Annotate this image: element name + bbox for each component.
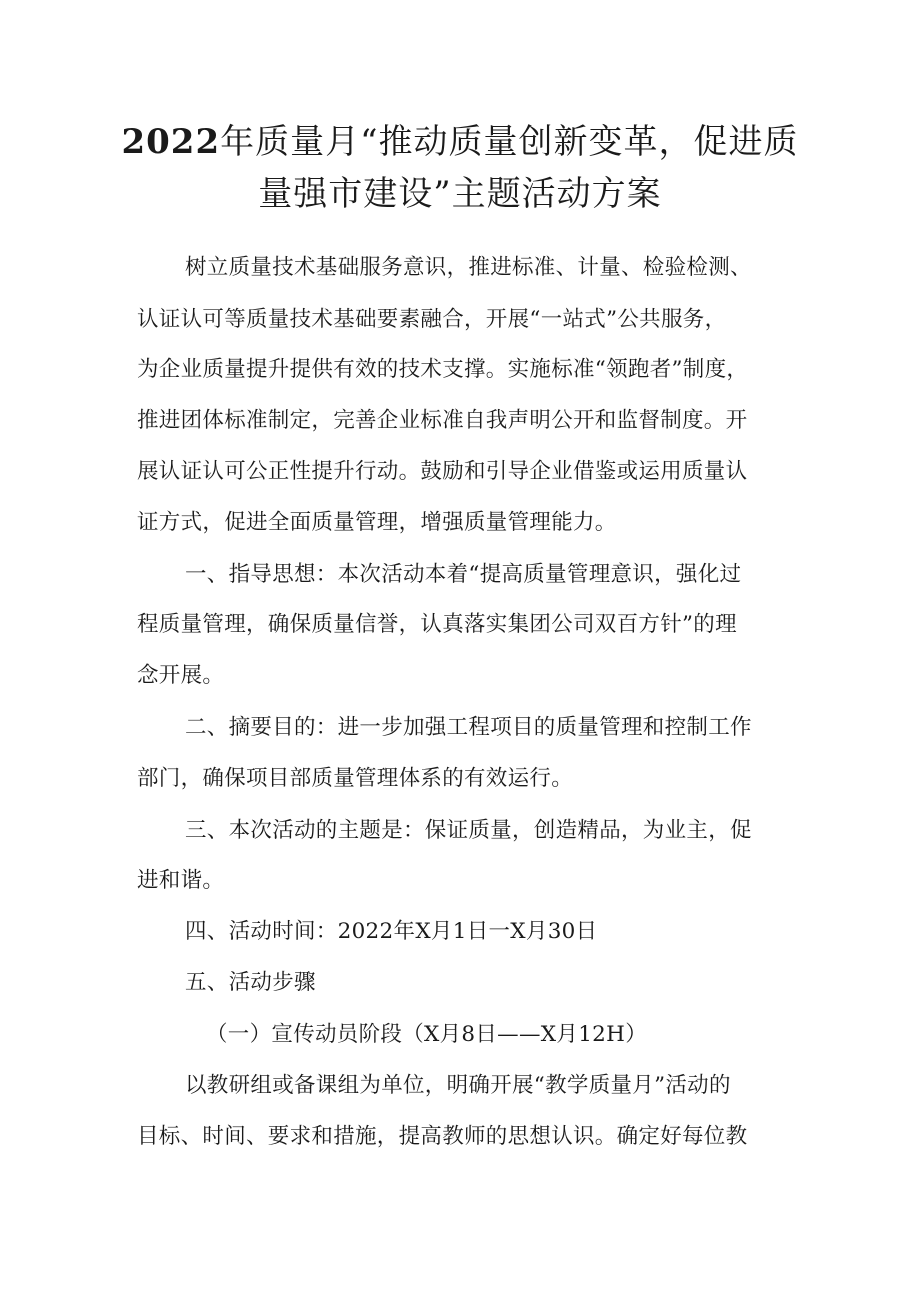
title-year: 2022 — [121, 122, 221, 162]
paragraph-intro-line: 展认证认可公正性提升行动。鼓励和引导企业借鉴或运用质量认 — [137, 459, 748, 484]
section-theme-line: 三、本次活动的主题是：保证质量，创造精品，为业主，促 — [185, 818, 752, 843]
section-activity-time: 四、活动时间：2022年X月1日一X月30日 — [185, 919, 598, 944]
subsection-publicity-stage: （一）宣传动员阶段（X月8日——X月12H） — [206, 1022, 647, 1047]
section-guiding-thought-line: 一、指导思想：本次活动本着“提高质量管理意识，强化过 — [185, 562, 742, 587]
section-activity-steps: 五、活动步骤 — [185, 970, 316, 995]
section-guiding-thought-line: 程质量管理，确保质量信誉，认真落实集团公司双百方针”的理 — [137, 612, 737, 637]
section-theme-line: 进和谐。 — [137, 868, 225, 893]
paragraph-intro-line: 认证认可等质量技术基础要素融合，开展“一站式”公共服务， — [137, 307, 727, 332]
paragraph-intro-line: 证方式，促进全面质量管理，增强质量管理能力。 — [137, 510, 617, 535]
section-purpose-line: 二、摘要目的：进一步加强工程项目的质量管理和控制工作 — [185, 715, 752, 740]
section-purpose-line: 部门，确保项目部质量管理体系的有效运行。 — [137, 766, 574, 791]
document-title-line-1 — [120, 118, 800, 166]
document-title-line-2: 量强市建设”主题活动方案 — [258, 174, 662, 214]
paragraph-intro-line: 推进团体标准制定，完善企业标准自我声明公开和监督制度。开 — [137, 408, 748, 433]
paragraph-intro-line: 树立质量技术基础服务意识，推进标准、计量、检验检测、 — [185, 255, 752, 280]
paragraph-intro-line: 为企业质量提升提供有效的技术支撑。实施标准“领跑者”制度， — [137, 357, 749, 382]
section-guiding-thought-line: 念开展。 — [137, 663, 225, 688]
paragraph-publicity-line: 目标、时间、要求和措施，提高教师的思想认识。确定好每位教 — [137, 1124, 748, 1149]
title-line-1-text: 年质量月“推动质量创新变革，促进质 — [220, 122, 799, 162]
paragraph-publicity-line: 以教研组或备课组为单位，明确开展“教学质量月”活动的 — [185, 1073, 731, 1098]
